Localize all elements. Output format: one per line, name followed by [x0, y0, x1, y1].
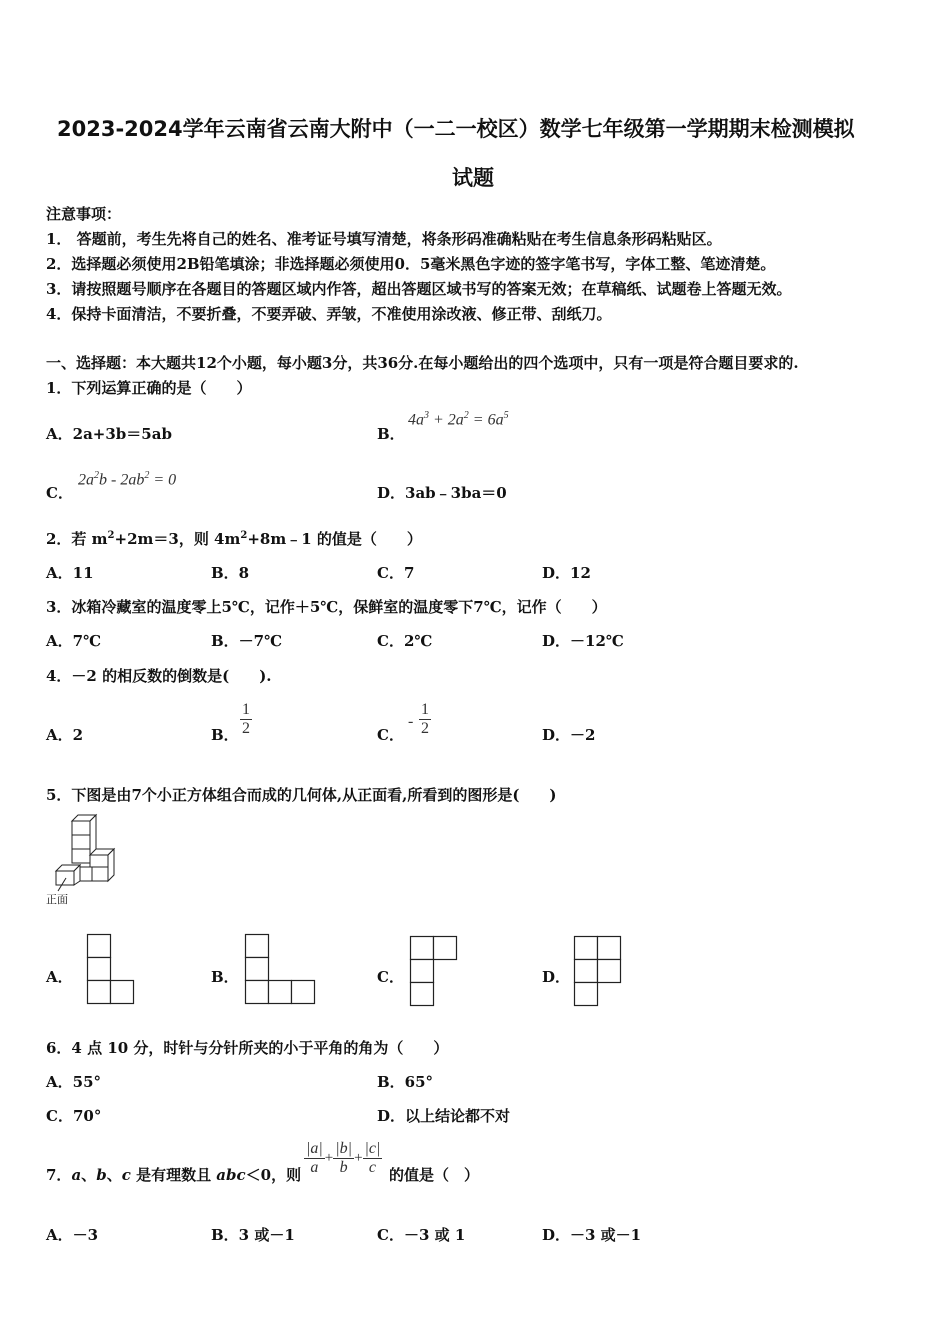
- q5-option-d-figure: [574, 936, 626, 1008]
- q5-option-a-figure: [87, 934, 137, 1004]
- q7-var: c: [121, 1166, 131, 1184]
- q4-option-c-fraction: [419, 701, 431, 738]
- q1-option-b-label: B．: [377, 425, 405, 443]
- q5-stem: 5．下图是由7个小正方体组合而成的几何体,从正面看,所看到的图形是( ): [46, 786, 557, 804]
- q7-var: abc: [216, 1166, 246, 1184]
- q2-stem-part: 2．若 m: [46, 530, 108, 548]
- q1-option-a-text: 2a+3b＝5ab: [72, 425, 172, 443]
- q4-option-a: A．2: [46, 726, 84, 744]
- q7-stem-part: 、: [81, 1166, 97, 1184]
- q5-option-b-label: B．: [211, 968, 239, 986]
- q6-stem: 6．4 点 10 分，时针与分针所夹的小于平角的角为（ ）: [46, 1039, 449, 1057]
- q1-option-c-label: C．: [46, 484, 73, 502]
- q2-option-a: A．11: [46, 564, 94, 582]
- q2-stem: [46, 528, 422, 549]
- q7-var: b: [96, 1166, 107, 1184]
- q7-stem-part: 是有理数且: [130, 1166, 217, 1184]
- q1-option-d-text: 3ab﹣3ba＝0: [405, 484, 507, 502]
- q7-stem-part: ＜0，则: [245, 1166, 302, 1184]
- section-heading: 一、选择题：本大题共12个小题，每小题3分，共36分.在每小题给出的四个选项中，只有一项是符合题目要求的.: [46, 354, 799, 372]
- q5-option-d-label: D．: [542, 968, 571, 986]
- q7-option-b: B．3 或－1: [211, 1226, 295, 1244]
- q7-stem-part: 7．: [46, 1166, 72, 1184]
- q7-frac-c: $\frac{|c|}{c}$: [364, 1140, 381, 1176]
- notice-heading: 注意事项：: [46, 205, 122, 223]
- q7-stem-end: 的值是（ ）: [389, 1166, 480, 1184]
- q4-option-d: D．－2: [542, 726, 596, 744]
- notice-item: 4．保持卡面清洁，不要折叠，不要弄破、弄皱，不准使用涂改液、修正带、刮纸刀。: [46, 305, 612, 323]
- q7-stem: [46, 1164, 301, 1185]
- notice-item: 1． 答题前，考生先将自己的姓名、准考证号填写清楚，将条形码准确粘贴在考生信息条形码粘贴区。: [46, 230, 722, 248]
- q6-option-c: C．70°: [46, 1107, 102, 1125]
- q1-option-b-formula: $4a^3 + 2a^2 = 6a^5$: [408, 410, 509, 429]
- q5-front-label: 正面: [46, 893, 68, 906]
- q6-option-a: A．55°: [46, 1073, 102, 1091]
- q4-option-c-label: C．: [377, 726, 404, 744]
- q6-option-d: D．以上结论都不对: [377, 1107, 511, 1125]
- q5-option-b-figure: [245, 934, 320, 1006]
- q4-option-b-fraction: [240, 701, 252, 738]
- q3-option-a: A．7℃: [46, 632, 102, 650]
- q2-option-d: D．12: [542, 564, 591, 582]
- q2-exponent: 2: [240, 530, 248, 541]
- q5-option-c-figure: [410, 936, 462, 1008]
- q6-option-b: B．65°: [377, 1073, 434, 1091]
- q5-cube-figure: [44, 815, 124, 895]
- q7-frac-b: $\frac{|b|}{b}$: [335, 1140, 353, 1176]
- q4-stem: 4．－2 的相反数的倒数是( ).: [46, 667, 272, 685]
- q2-option-b: B．8: [211, 564, 250, 582]
- q1-option-c-formula: $2a^2b - 2ab^2 = 0$: [78, 470, 177, 489]
- q1-option-d-label: D．: [377, 484, 406, 502]
- q5-option-a-label: A．: [46, 968, 73, 986]
- q2-option-c: C．7: [377, 564, 415, 582]
- q7-option-c: C．－3 或 1: [377, 1226, 466, 1244]
- q4-option-c-sign: -: [408, 713, 414, 730]
- q3-option-c: C．2℃: [377, 632, 433, 650]
- fraction-numerator: 1: [242, 701, 250, 718]
- fraction-numerator: 1: [421, 701, 429, 718]
- q2-stem-part: +2m＝3，则 4m: [114, 530, 241, 548]
- q4-option-b-label: B．: [211, 726, 239, 744]
- q7-expression: $\frac{|a|}{a}$ + $\frac{|b|}{b}$ + $\frac{|c|}{c}$: [306, 1140, 381, 1176]
- q1-option-a-label: A．: [46, 425, 73, 443]
- q1-option-d: [377, 482, 507, 503]
- q7-var: a: [71, 1166, 82, 1184]
- q7-frac-a: $\frac{|a|}{a}$: [306, 1140, 323, 1176]
- page-title-line2: 试题: [452, 166, 494, 190]
- notice-item: 2．选择题必须使用2B铅笔填涂；非选择题必须使用0．5毫米黑色字迹的签字笔书写，字体工整、笔迹清楚。: [46, 255, 776, 273]
- q3-stem: 3．冰箱冷藏室的温度零上5℃，记作＋5℃，保鲜室的温度零下7℃，记作（ ）: [46, 598, 607, 616]
- q7-stem-part: 、: [106, 1166, 122, 1184]
- fraction-denominator: 2: [421, 720, 429, 737]
- notice-item: 3．请按照题号顺序在各题目的答题区域内作答，超出答题区域书写的答案无效；在草稿纸、试题卷上答题无效。: [46, 280, 792, 298]
- q7-option-a: A．－3: [46, 1226, 99, 1244]
- fraction-denominator: 2: [242, 720, 250, 737]
- q2-exponent: 2: [107, 530, 115, 541]
- q1-option-a: [46, 423, 172, 444]
- q1-stem: 1．下列运算正确的是（ ）: [46, 379, 252, 397]
- q3-option-b: B．－7℃: [211, 632, 283, 650]
- q2-stem-part: +8m﹣1 的值是（ ）: [247, 530, 422, 548]
- page-title: 2023-2024学年云南省云南大附中（一二一校区）数学七年级第一学期期末检测模拟: [57, 117, 855, 141]
- q3-option-d: D．－12℃: [542, 632, 624, 650]
- q5-option-c-label: C．: [377, 968, 404, 986]
- q7-option-d: D．－3 或－1: [542, 1226, 642, 1244]
